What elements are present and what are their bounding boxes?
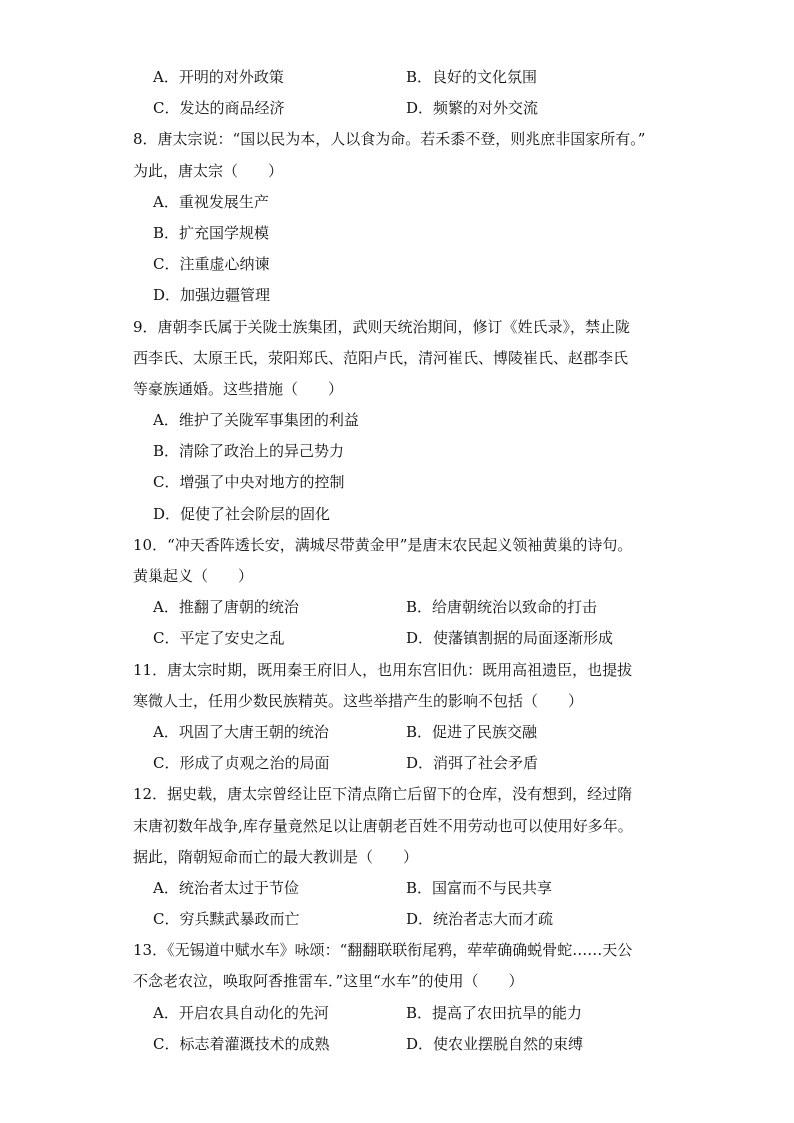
question-stem-line: 13．《无锡道中赋水车》咏颂：“翻翻联联衔尾鸦，荦荦确确蜕骨蛇……天公 (133, 941, 633, 960)
answer-options-row (133, 748, 684, 779)
answer-option: A．维护了关陇军事集团的利益 (153, 411, 359, 430)
answer-option: C．平定了安史之乱 (153, 629, 285, 648)
answer-option: A．巩固了大唐王朝的统治 (153, 722, 329, 741)
question-stem-line: 9．唐朝李氏属于关陇士族集团，武则天统治期间，修订《姓氏录》，禁止陇 (133, 317, 631, 336)
answer-option: D．频繁的对外交流 (406, 99, 539, 118)
question-stem-line: 西李氏、太原王氏，荥阳郑氏、范阳卢氏，清河崔氏、博陵崔氏、赵郡李氏 (133, 348, 629, 367)
question-stem-line: 黄巢起义（ ） (133, 567, 254, 585)
answer-option: D．促使了社会阶层的固化 (153, 504, 331, 523)
answer-option: A．开明的对外政策 (153, 68, 284, 86)
answer-option: B．扩充国学规模 (153, 223, 270, 242)
answer-option: B．国富而不与民共享 (406, 878, 553, 897)
question-stem-line: 据此，隋朝短命而亡的最大教训是（ ） (133, 847, 419, 866)
question-stem-line: 不念老农泣，唤取阿香推雷车．”这里“水车”的使用（ ） (133, 972, 524, 991)
answer-option: B．良好的文化氛围 (406, 68, 538, 86)
answer-option: D．消弭了社会矛盾 (406, 754, 539, 773)
answer-option: C．穷兵黩武暴政而亡 (153, 910, 300, 929)
answer-option: B．给唐朝统治以致命的打击 (406, 598, 598, 617)
answer-options-row (133, 1029, 684, 1060)
answer-option: D．加强边疆管理 (153, 286, 271, 305)
question-stem-line: 11．唐太宗时期，既用秦王府旧人，也用东宫旧仇：既用高祖遗臣，也提拔 (133, 660, 633, 679)
question-stem-line: 末唐初数年战争,库存量竟然足以让唐朝老百姓不用劳动也可以使用好多年。 (133, 816, 633, 835)
answer-option: B．清除了政治上的异己势力 (153, 442, 345, 461)
question-stem-line: 12．据史载，唐太宗曾经让臣下清点隋亡后留下的仓库，没有想到，经过隋 (133, 785, 633, 804)
answer-option: B．促进了民族交融 (406, 722, 538, 741)
answer-options-row (133, 904, 684, 935)
answer-option: C．发达的商品经济 (153, 99, 285, 118)
answer-option: A．统治者太过于节俭 (153, 878, 299, 897)
answer-options-row (133, 592, 684, 623)
answer-option: D．使藩镇割据的局面逐渐形成 (406, 629, 614, 648)
answer-options-row (133, 62, 684, 93)
question-stem-line: 寒微人士，任用少数民族精英。这些举措产生的影响不包括（ ） (133, 691, 584, 710)
question-stem-line: 等豪族通婚。这些措施（ ） (133, 379, 344, 398)
answer-option: C．标志着灌溉技术的成熟 (153, 1034, 330, 1053)
answer-options-row (133, 873, 684, 904)
answer-options-row (133, 717, 684, 748)
question-stem-line: 为此，唐太宗（ ） (133, 161, 284, 180)
answer-option: B．提高了农田抗旱的能力 (406, 1003, 583, 1022)
answer-option: A．开启农具自动化的先河 (153, 1003, 329, 1022)
answer-option: A．推翻了唐朝的统治 (153, 598, 299, 617)
answer-option: C．注重虚心纳谏 (153, 255, 270, 274)
answer-options-row (133, 623, 684, 654)
answer-option: D．统治者志大而才疏 (406, 910, 554, 929)
answer-option: C．形成了贞观之治的局面 (153, 754, 330, 773)
question-stem-line: 10．“冲天香阵透长安，满城尽带黄金甲”是唐末农民起义领袖黄巢的诗句。 (133, 535, 633, 554)
answer-option: D．使农业摆脱自然的束缚 (406, 1034, 584, 1053)
question-stem-line: 8．唐太宗说：“国以民为本，人以食为命。若禾黍不登，则兆庶非国家所有。” (133, 130, 646, 149)
answer-options-row (133, 93, 684, 124)
answer-option: C．增强了中央对地方的控制 (153, 473, 345, 492)
answer-options-row (133, 998, 684, 1029)
answer-option: A．重视发展生产 (153, 192, 269, 211)
